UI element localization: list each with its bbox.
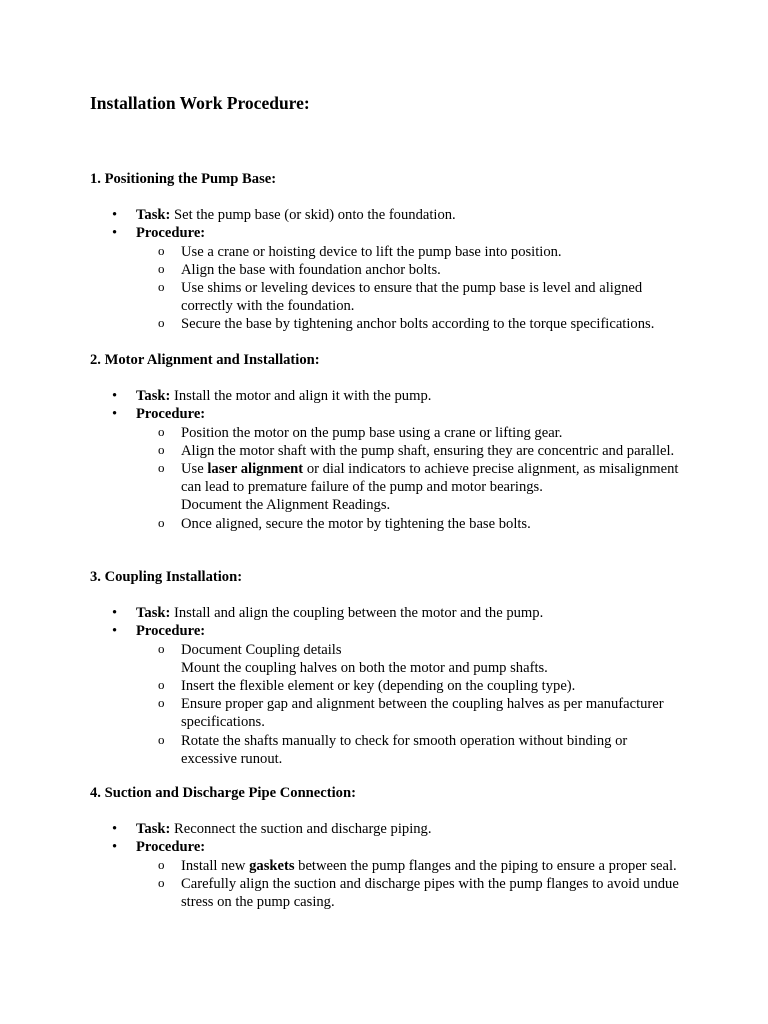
procedure-step: o Insert the flexible element or key (depending on the coupling type). bbox=[90, 677, 681, 695]
procedure-step: o Use a crane or hoisting device to lift the pump base into position. bbox=[90, 243, 681, 261]
section-motor-alignment bbox=[90, 351, 690, 533]
procedure-steps bbox=[136, 857, 690, 912]
procedure-label: Procedure: bbox=[136, 406, 206, 423]
procedure-step: o Align the base with foundation anchor bolts. bbox=[90, 261, 681, 279]
procedure-step: o Align the motor shaft with the pump shaft, ensuring they are concentric and parallel. bbox=[90, 442, 681, 460]
procedure-label: Procedure: bbox=[136, 839, 206, 856]
procedure-item bbox=[90, 622, 690, 768]
step-text: Install new bbox=[181, 857, 250, 874]
step-text: between the pump flanges and the piping to ensure a proper seal. bbox=[294, 857, 677, 874]
bullet-list bbox=[90, 604, 690, 768]
section-heading: 2. Motor Alignment and Installation: bbox=[90, 352, 320, 368]
procedure-item bbox=[90, 838, 690, 911]
section-heading: 1. Positioning the Pump Base: bbox=[90, 171, 277, 187]
procedure-step-laser-alignment bbox=[90, 460, 681, 515]
task-text: Reconnect the suction and discharge piping. bbox=[170, 821, 432, 838]
section-suction-discharge-pipe bbox=[90, 784, 690, 911]
step-text: Use bbox=[181, 461, 208, 478]
task-text: Set the pump base (or skid) onto the foundation. bbox=[170, 207, 456, 224]
step-text: or dial indicators to achieve precise alignment, as misalignment can lead to premature failure of the pump and motor bearings. bbox=[181, 461, 679, 496]
procedure-step: o Rotate the shafts manually to check for smooth operation without binding or excessive runout. bbox=[90, 732, 681, 768]
procedure-label: Procedure: bbox=[136, 225, 206, 242]
bullet-list bbox=[90, 206, 690, 333]
step-line: Mount the coupling halves on both the motor and pump shafts. bbox=[181, 659, 548, 676]
task-text: Install and align the coupling between the motor and the pump. bbox=[170, 605, 544, 622]
procedure-step: o Ensure proper gap and alignment between the coupling halves as per manufacturer specifications. bbox=[90, 695, 681, 731]
laser-alignment-emphasis: laser alignment bbox=[207, 461, 304, 478]
procedure-step: o Secure the base by tightening anchor bolts according to the torque specifications. bbox=[90, 315, 681, 333]
procedure-label: Procedure: bbox=[136, 623, 206, 640]
task-item bbox=[90, 820, 690, 838]
task-label: Task: bbox=[136, 388, 171, 405]
section-positioning-pump-base bbox=[90, 170, 690, 334]
procedure-steps bbox=[136, 641, 690, 768]
bullet-list bbox=[90, 387, 690, 533]
procedure-item bbox=[90, 405, 690, 532]
procedure-step: o Carefully align the suction and discharge pipes with the pump flanges to avoid undue stress on the pump casing. bbox=[90, 875, 681, 911]
section-heading: 4. Suction and Discharge Pipe Connection: bbox=[90, 785, 356, 801]
procedure-step-gaskets bbox=[90, 857, 681, 875]
task-label: Task: bbox=[136, 605, 171, 622]
procedure-steps bbox=[136, 243, 690, 334]
procedure-step: o Once aligned, secure the motor by tightening the base bolts. bbox=[90, 515, 681, 533]
task-label: Task: bbox=[136, 207, 171, 224]
task-item bbox=[90, 387, 690, 405]
procedure-steps bbox=[136, 424, 690, 533]
task-item bbox=[90, 206, 690, 224]
task-item bbox=[90, 604, 690, 622]
bullet-list bbox=[90, 820, 690, 911]
procedure-step: o Use shims or leveling devices to ensure that the pump base is level and aligned correctly with the foundation. bbox=[90, 279, 681, 315]
section-coupling-installation bbox=[90, 568, 690, 768]
step-extra-line: Document the Alignment Readings. bbox=[181, 497, 391, 514]
gaskets-emphasis: gaskets bbox=[249, 857, 295, 874]
procedure-item bbox=[90, 224, 690, 333]
step-line: o Document Coupling details bbox=[181, 641, 342, 658]
section-heading: 3. Coupling Installation: bbox=[90, 569, 243, 585]
task-text: Install the motor and align it with the pump. bbox=[170, 388, 432, 405]
procedure-step: o Position the motor on the pump base using a crane or lifting gear. bbox=[90, 424, 681, 442]
document-title: Installation Work Procedure: bbox=[90, 93, 310, 113]
task-label: Task: bbox=[136, 821, 171, 838]
procedure-step-document-coupling bbox=[90, 641, 681, 677]
